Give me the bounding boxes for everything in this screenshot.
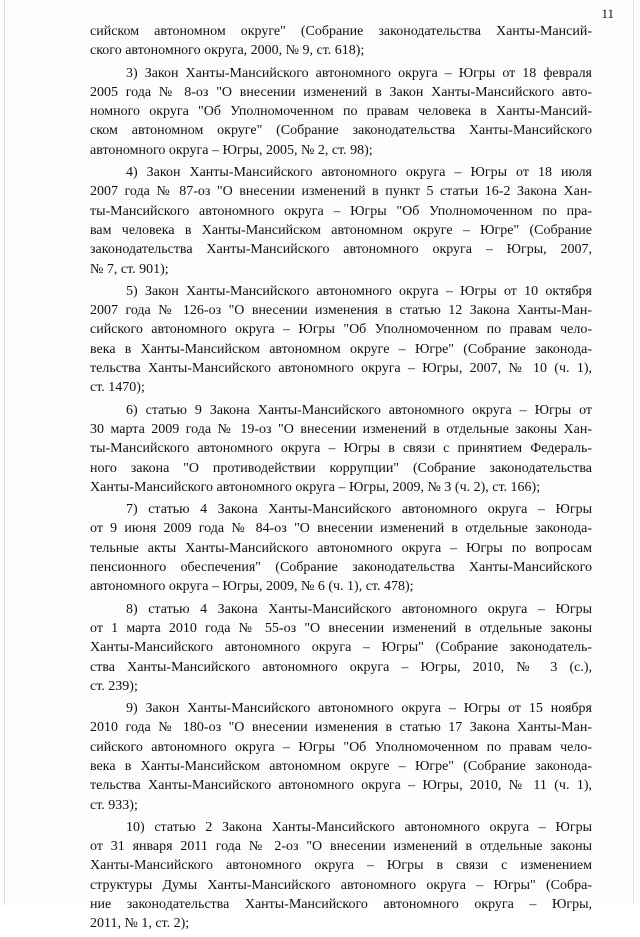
text-line: сийском автономном округе" (Собрание законодательства Ханты-Мансий- (90, 24, 592, 39)
text-line: 2007 года № 87-оз "О внесении изменений в пункт 5 статьи 16-2 Закона Хан- (90, 184, 592, 200)
document-body (90, 22, 592, 937)
page-edge-left (4, 0, 5, 905)
text-line: Ханты-Мансийского автономного округа – Югры в связи с изменением (90, 858, 592, 874)
list-item-paragraph (90, 600, 592, 696)
text-line: автономного округа – Югры, 2009, № 6 (ч. 1), ст. 478); (90, 579, 414, 595)
list-item-paragraph (90, 699, 592, 815)
text-line: структуры Думы Ханты-Мансийского автономного округа – Югры" (Собра- (90, 877, 592, 893)
list-item-paragraph (90, 818, 592, 934)
list-item-paragraph (90, 163, 592, 279)
text-line: 4) Закон Ханты-Мансийского автономного округа – Югры от 18 июля (126, 165, 592, 181)
text-line: тельные акты Ханты-Мансийского автономного округа – Югры по вопросам (90, 540, 592, 556)
text-line: ского автономного округа, 2000, № 9, ст. 618); (90, 43, 365, 59)
text-line: 2011, № 1, ст. 2); (90, 916, 190, 932)
text-line: 30 марта 2009 года № 19-оз "О внесении изменений в отдельные законы Хан- (90, 421, 592, 437)
text-line: сийского автономного округа – Югры "Об Уполномоченном по правам чело- (90, 322, 592, 338)
text-line: 7) статью 4 Закона Ханты-Мансийского автономного округа – Югры (126, 502, 592, 518)
text-line: Ханты-Мансийского автономного округа – Югры" (Собрание законодатель- (90, 640, 592, 656)
text-line: от 9 июня 2009 года № 84-оз "О внесении изменений в отдельные законода- (90, 521, 592, 537)
text-line: Ханты-Мансийского автономного округа – Югры, 2009, № 3 (ч. 2), ст. 166); (90, 479, 541, 495)
text-line: века в Ханты-Мансийском автономном округе – Югре" (Собрание законода- (90, 758, 592, 774)
text-line: законодательства Ханты-Мансийского автономного округа – Югры, 2007, (90, 242, 592, 258)
text-line: № 7, ст. 901); (90, 261, 169, 277)
text-line: ного закона "О противодействии коррупции" (Собрание законодательства (90, 460, 592, 476)
text-line: ст. 933); (90, 797, 138, 813)
list-item-paragraph (90, 64, 592, 160)
page-number: 11 (601, 6, 614, 21)
text-line: 2005 года № 8-оз "О внесении изменений в Закон Ханты-Мансийского авто- (90, 84, 592, 100)
text-line: номного округа "Об Уполномоченном по правам человека в Ханты-Мансий- (90, 104, 592, 120)
text-line: 6) статью 9 Закона Ханты-Мансийского автономного округа – Югры от (126, 402, 592, 418)
text-line: ст. 1470); (90, 380, 145, 396)
text-line: ты-Мансийского автономного округа – Югры "Об Уполномоченном по пра- (90, 203, 592, 219)
text-line: тельства Ханты-Мансийского автономного округа – Югры, 2007, № 10 (ч. 1), (90, 361, 592, 377)
text-line: 9) Закон Ханты-Мансийского автономного округа – Югры от 15 ноября (126, 701, 592, 717)
text-line: от 31 января 2011 года № 2-оз "О внесении изменений в отдельные законы (90, 839, 592, 855)
text-line: сийского автономного округа – Югры "Об Уполномоченном по правам чело- (90, 739, 592, 755)
list-item-paragraph (90, 22, 592, 61)
text-line: 10) статью 2 Закона Ханты-Мансийского автономного округа – Югры (126, 819, 592, 835)
text-line: 3) Закон Ханты-Мансийского автономного округа – Югры от 18 февраля (126, 65, 592, 81)
list-item-paragraph (90, 500, 592, 596)
text-line: 5) Закон Ханты-Мансийского автономного округа – Югры от 10 октября (126, 283, 592, 299)
text-line: 2010 года № 180-оз "О внесении изменения в статью 17 Закона Ханты-Ман- (90, 720, 592, 736)
list-item-paragraph (90, 282, 592, 398)
text-line: ние законодательства Ханты-Мансийского автономного округа – Югры, (90, 897, 592, 913)
text-line: ства Ханты-Мансийского автономного округа – Югры, 2010, № 3 (с.), (90, 659, 592, 675)
text-line: ском автономном округе" (Собрание законодательства Ханты-Мансийского (90, 123, 592, 139)
text-line: вам человека в Ханты-Мансийском автономном округе – Югре" (Собрание (90, 222, 592, 238)
text-line: от 1 марта 2010 года № 55-оз "О внесении изменений в отдельные законы (90, 620, 592, 636)
text-line: ты-Мансийского автономного округа – Югры в связи с принятием Федераль- (90, 441, 592, 457)
text-line: ст. 239); (90, 678, 138, 694)
text-line: века в Ханты-Мансийском автономном округе – Югре" (Собрание законода- (90, 341, 592, 357)
text-line: автономного округа – Югры, 2005, № 2, ст. 98); (90, 142, 373, 158)
text-line: тельства Ханты-Мансийского автономного округа – Югры, 2010, № 11 (ч. 1), (90, 778, 592, 794)
page-edge-right (633, 0, 634, 905)
list-item-paragraph (90, 401, 592, 497)
text-line: 8) статью 4 Закона Ханты-Мансийского автономного округа – Югры (126, 601, 592, 617)
text-line: пенсионного обеспечения" (Собрание законодательства Ханты-Мансийского (90, 560, 592, 576)
text-line: 2007 года № 126-оз "О внесении изменения в статью 12 Закона Ханты-Ман- (90, 303, 592, 319)
